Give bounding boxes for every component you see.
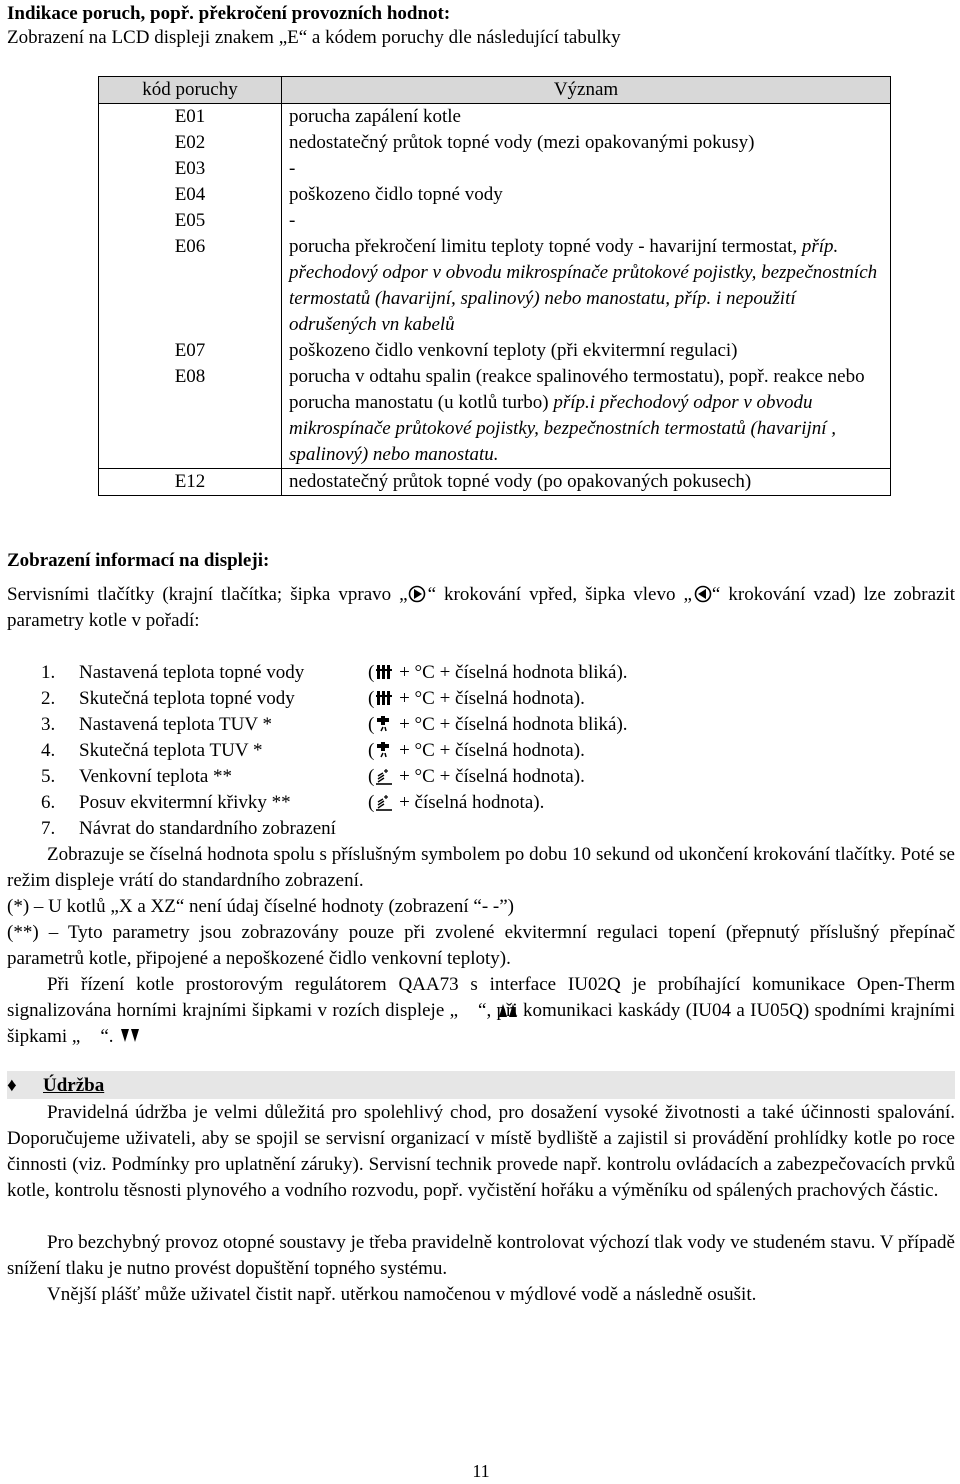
item-label: Nastavená teplota TUV *	[79, 714, 272, 735]
item-value-text: + °C + číselná hodnota).	[399, 740, 585, 761]
item-number: 2.	[41, 688, 56, 709]
tap-icon	[374, 741, 394, 759]
table-header-row	[99, 77, 891, 104]
item-label: Návrat do standardního zobrazení	[79, 818, 336, 839]
item-number: 1.	[41, 662, 56, 683]
paragraph-text: “.	[100, 1026, 114, 1047]
item-value-text: + °C + číselná hodnota bliká).	[399, 662, 628, 683]
item-number: 3.	[41, 714, 56, 735]
display-paragraph: Zobrazuje se číselná hodnota spolu s příslušným symbolem po dobu 10 sekund od ukončení krokování tlačítky. Poté se režim displeje vrátí do standardního zobrazení.	[7, 844, 955, 891]
fault-code: E03	[99, 156, 282, 182]
fault-meaning-italic: příp. přechodový odpor v obvodu mikrospínače průtokové pojistky, bezpečnostních termostatů (havarijní, spalinový) nebo manostatu, příp. i nepoužití odrušených vn kabelů	[289, 236, 878, 335]
item-value-text: + °C + číselná hodnota).	[399, 688, 585, 709]
item-label: Skutečná teplota topné vody	[79, 688, 295, 709]
fault-meaning: poškozeno čidlo venkovní teploty (při ekvitermní regulaci)	[282, 338, 891, 364]
note-single-asterisk: (*) – U kotlů „X a XZ“ není údaj číselné hodnoty (zobrazení “- -”)	[7, 896, 514, 917]
fault-meaning: nedostatečný průtok topné vody (mezi opakovanými pokusy)	[282, 130, 891, 156]
fault-code: E12	[99, 469, 282, 496]
maintenance-paragraph-2: Pro bezchybný provoz otopné soustavy je třeba pravidelně kontrolovat výchozí tlak vody ve studeném stavu. V případě snížení tlaku je nutno provést dopuštění topného systému.	[7, 1232, 955, 1279]
table-row	[99, 338, 891, 364]
column-header-meaning: Význam	[282, 77, 891, 104]
fault-meaning-italic: příp.i přechodový odpor v obvodu mikrospínače průtokové pojistky, bezpečnostních termostatů (havarijní , spalinový) nebo manostatu.	[289, 392, 837, 465]
display-intro	[7, 582, 955, 634]
item-number: 5.	[41, 766, 56, 787]
opentherm-paragraph	[7, 972, 955, 1050]
fault-meaning	[282, 234, 891, 338]
fault-meaning: -	[282, 156, 891, 182]
column-header-code: kód poruchy	[99, 77, 282, 104]
page-subtitle: Zobrazení na LCD displeji znakem „E“ a kódem poruchy dle následující tabulky	[7, 27, 621, 48]
fault-code: E07	[99, 338, 282, 364]
table-row	[99, 182, 891, 208]
maintenance-title-text: Údržba	[43, 1075, 105, 1096]
arrow-left-button-icon	[692, 585, 712, 603]
page-title: Indikace poruch, popř. překročení provozních hodnot:	[7, 3, 451, 24]
table-row	[99, 469, 891, 496]
table-row	[99, 364, 891, 469]
table-row	[99, 156, 891, 182]
item-value: ( + °C + číselná hodnota).	[368, 766, 585, 787]
table-row	[99, 104, 891, 131]
item-value: ( + °C + číselná hodnota bliká).	[368, 714, 628, 735]
fault-code: E06	[99, 234, 282, 338]
item-value-text: + °C + číselná hodnota).	[399, 766, 585, 787]
page-number: 11	[472, 1461, 490, 1481]
item-value-text: + číselná hodnota).	[399, 792, 545, 813]
table-row	[99, 130, 891, 156]
arrows-down-icon	[80, 1027, 100, 1045]
fault-meaning-text: porucha překročení limitu teploty topné vody - havarijní termostat,	[289, 236, 798, 257]
intro-text: “ krokování vzad) lze zobrazit parametry kotle v pořadí:	[7, 584, 955, 631]
section-title-display: Zobrazení informací na displeji:	[7, 550, 270, 571]
diamond-bullet-icon: ♦	[7, 1075, 17, 1096]
arrows-up-icon	[458, 1001, 478, 1019]
note-double-asterisk: (**) – Tyto parametry jsou zobrazovány pouze při zvolené ekvitermní regulaci topení (přepnutý příslušný přepínač parametrů kotle, připojené a nepoškozené čidlo venkovní teploty).	[7, 922, 955, 969]
fault-code: E05	[99, 208, 282, 234]
maintenance-header-band	[7, 1071, 955, 1099]
radiator-icon	[374, 663, 394, 681]
fault-meaning	[282, 364, 891, 469]
paragraph-text: “, při komunikaci kaskády (IU04 a IU05Q) spodními krajními šipkami „	[7, 1000, 955, 1047]
fault-meaning: porucha zapálení kotle	[282, 104, 891, 131]
maintenance-paragraph-3: Vnější plášť může uživatel čistit např. utěrkou namočenou v mýdlové vodě a následně osušit.	[47, 1284, 757, 1305]
item-value: ( + číselná hodnota).	[368, 792, 545, 813]
outdoor-icon	[374, 793, 394, 811]
item-label: Nastavená teplota topné vody	[79, 662, 305, 683]
tap-icon	[374, 715, 394, 733]
item-number: 4.	[41, 740, 56, 761]
fault-code: E01	[99, 104, 282, 131]
item-number: 6.	[41, 792, 56, 813]
table-row	[99, 208, 891, 234]
maintenance-paragraph-1: Pravidelná údržba je velmi důležitá pro spolehlivý chod, pro dosažení vysoké životnosti a také účinnosti spalování. Doporučujeme uživateli, aby se spojil se servisní organizací v místě bydliště a zajistil si provádění prohlídky kotle po roce činnosti (viz. Podmínky pro uplatnění záruky). Servisní technik provede např. kontrolu ovládacích a zabezpečovacích prvků kotle, kontrolu těsnosti plynového a vodního rozvodu, popř. vyčistění hořáku a výměníku od spálených prachových částic.	[7, 1102, 955, 1201]
radiator-icon	[374, 689, 394, 707]
item-number: 7.	[41, 818, 56, 839]
fault-meaning: -	[282, 208, 891, 234]
fault-code: E08	[99, 364, 282, 469]
intro-text: “ krokování vpřed, šipka vlevo „	[427, 584, 692, 605]
item-label: Skutečná teplota TUV *	[79, 740, 263, 761]
arrow-right-button-icon	[408, 585, 428, 603]
fault-meaning-text: porucha v odtahu spalin (reakce spalinového termostatu), popř. reakce nebo porucha manostatu (u kotlů turbo)	[289, 366, 865, 413]
fault-code-table	[98, 76, 891, 496]
item-value: ( + °C + číselná hodnota).	[368, 740, 585, 761]
item-label: Posuv ekvitermní křivky **	[79, 792, 291, 813]
fault-code: E04	[99, 182, 282, 208]
maintenance-title	[7, 1073, 104, 1099]
item-value-text: + °C + číselná hodnota bliká).	[399, 714, 628, 735]
fault-code: E02	[99, 130, 282, 156]
outdoor-icon	[374, 767, 394, 785]
item-value: ( + °C + číselná hodnota bliká).	[368, 662, 628, 683]
paragraph-text: Při řízení kotle prostorovým regulátorem QAA73 s interface IU02Q je probíhající komunikace Open-Therm signalizována horními krajními šipkami v rozích displeje „	[7, 974, 955, 1021]
item-label: Venkovní teplota **	[79, 766, 233, 787]
table-row	[99, 234, 891, 338]
item-value: ( + °C + číselná hodnota).	[368, 688, 585, 709]
fault-meaning: poškozeno čidlo topné vody	[282, 182, 891, 208]
intro-text: Servisními tlačítky (krajní tlačítka; šipka vpravo „	[7, 584, 408, 605]
fault-meaning: nedostatečný průtok topné vody (po opakovaných pokusech)	[282, 469, 891, 496]
